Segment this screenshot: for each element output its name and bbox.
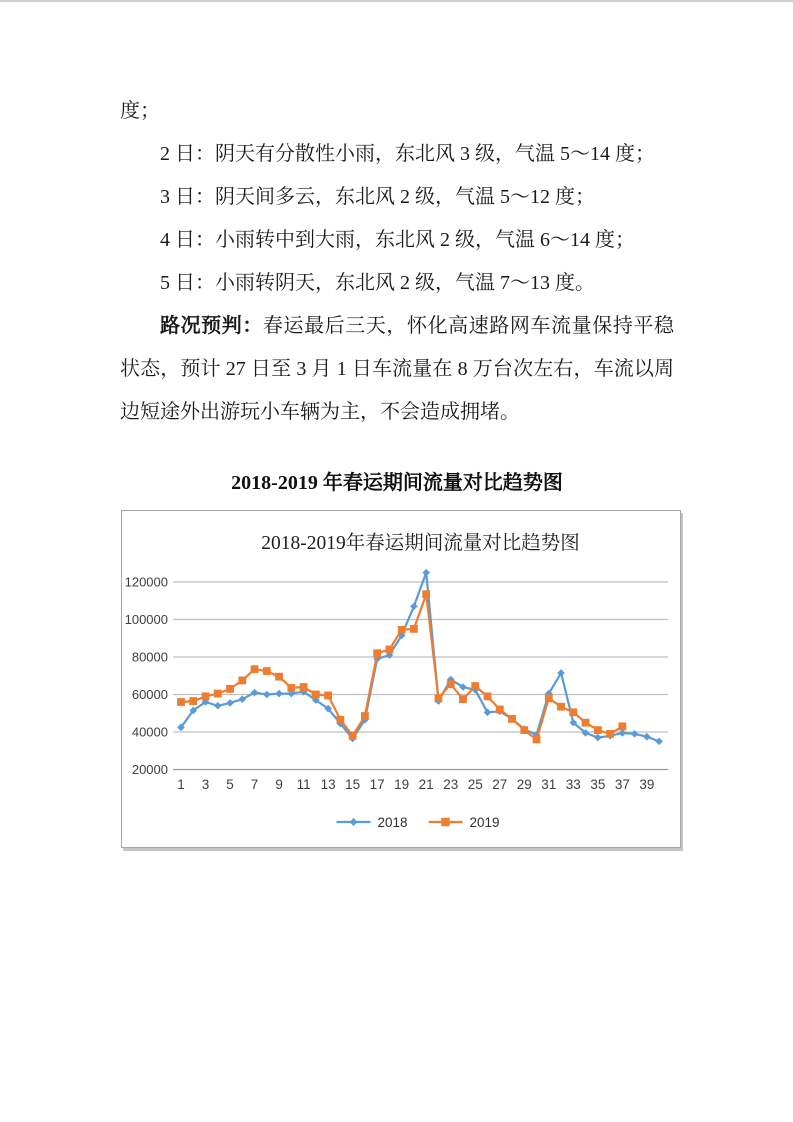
chart-svg: [122, 511, 680, 847]
series-2019-marker: [459, 695, 467, 703]
series-2019-marker: [177, 698, 185, 706]
x-axis-tick-label: 3: [201, 777, 210, 792]
body-text-block: [120, 90, 674, 434]
series-2019-marker: [226, 685, 234, 693]
series-2019-marker: [557, 703, 565, 711]
series-2018-marker: [226, 699, 234, 707]
y-axis-tick-label: 100000: [124, 612, 168, 627]
series-2019-marker: [484, 692, 492, 700]
series-2018-marker: [631, 730, 639, 738]
x-axis-tick-label: 35: [590, 777, 606, 792]
series-2019-marker: [336, 716, 344, 724]
series-2019-marker: [606, 730, 614, 738]
x-axis-tick-label: 29: [516, 777, 532, 792]
series-2019-marker: [263, 667, 271, 675]
forecast-text: 春运最后三天，怀化高速路网车流量保持平稳状态，预计 27 日至 3 月 1 日车流量在 8 万台次左右，车流以周边短途外出游玩小车辆为主，不会造成拥堵。: [120, 315, 675, 423]
series-2019-marker: [435, 694, 443, 702]
weather-line-day4: 4 日：小雨转中到大雨，东北风 2 级，气温 6～14 度；: [160, 229, 635, 251]
series-2019-marker: [386, 646, 394, 654]
series-2018-marker: [422, 569, 430, 577]
chart-title: 2018-2019年春运期间流量对比趋势图: [261, 533, 580, 554]
x-axis-tick-label: 17: [369, 777, 385, 792]
series-2018-marker: [643, 733, 651, 741]
weather-line-day3: 3 日：阴天间多云，东北风 2 级，气温 5～12 度；: [160, 186, 595, 208]
x-axis-tick-label: 5: [226, 777, 234, 792]
series-2018-marker: [655, 738, 663, 746]
y-axis-tick-label: 60000: [131, 687, 168, 702]
series-2018-marker: [410, 603, 418, 611]
series-2018-marker: [594, 734, 602, 742]
series-2019-line: [181, 594, 622, 739]
x-axis-tick-label: 7: [250, 777, 259, 792]
x-axis-tick-label: 11: [296, 777, 311, 792]
series-2019-marker: [594, 726, 602, 734]
series-2019-marker: [287, 684, 295, 692]
series-2019-marker: [569, 708, 577, 716]
series-2019-marker: [496, 706, 504, 714]
series-2019-marker: [202, 692, 210, 700]
series-2019-marker: [238, 677, 246, 685]
weather-line-day2: 2 日：阴天有分散性小雨，东北风 3 级，气温 5～14 度；: [160, 143, 655, 165]
series-2019-marker: [189, 697, 197, 705]
hanging-paragraph-line: 度；: [120, 100, 160, 122]
series-2019-marker: [410, 625, 418, 633]
series-2019-marker: [300, 683, 308, 691]
series-2019-marker: [251, 665, 259, 673]
x-axis-tick-label: 25: [467, 777, 483, 792]
y-axis-tick-label: 40000: [131, 724, 168, 740]
series-2019-marker: [471, 682, 479, 690]
series-2019-marker: [398, 626, 406, 634]
x-axis-tick-label: 37: [614, 777, 630, 792]
legend-marker-2018: [350, 818, 358, 826]
series-2019-marker: [324, 692, 332, 700]
x-axis-tick-label: 27: [492, 777, 508, 792]
series-2019-marker: [520, 726, 528, 734]
x-axis-tick-label: 39: [639, 777, 655, 792]
series-2019-marker: [582, 719, 590, 727]
y-axis-tick-label: 80000: [131, 649, 168, 665]
x-axis-tick-label: 19: [394, 777, 410, 792]
series-2019-marker: [214, 690, 222, 698]
scan-edge-artifact: [0, 0, 793, 2]
y-axis-tick-label: 120000: [124, 574, 168, 590]
series-2019-marker: [533, 736, 541, 744]
series-2019-marker: [447, 680, 455, 688]
series-2019-marker: [312, 691, 320, 699]
series-2019-marker: [422, 590, 430, 598]
legend-label-2019: 2019: [469, 815, 500, 830]
series-2018-marker: [263, 691, 271, 699]
series-2019-marker: [275, 673, 283, 681]
x-axis-tick-label: 23: [443, 777, 459, 792]
series-2019-marker: [508, 715, 516, 723]
chart-container: [121, 510, 681, 848]
figure-caption: 2018-2019 年春运期间流量对比趋势图: [231, 472, 563, 494]
series-2018-marker: [214, 702, 222, 710]
x-axis-tick-label: 1: [177, 777, 185, 792]
series-2019-marker: [618, 722, 626, 730]
x-axis-tick-label: 9: [275, 777, 283, 792]
weather-line-day5: 5 日：小雨转阴天，东北风 2 级，气温 7～13 度。: [160, 272, 595, 294]
series-2018-marker: [619, 729, 627, 737]
x-axis-tick-label: 15: [345, 777, 361, 792]
series-2018-marker: [275, 690, 283, 698]
x-axis-tick-label: 13: [320, 777, 336, 792]
x-axis-tick-label: 21: [418, 777, 434, 792]
y-axis-tick-label: 20000: [131, 762, 168, 777]
series-2019-marker: [361, 712, 369, 720]
forecast-paragraph: [120, 305, 674, 434]
x-axis-tick-label: 31: [541, 777, 557, 792]
legend-label-2018: 2018: [377, 815, 408, 830]
series-2019-marker: [373, 649, 381, 657]
series-2019-marker: [545, 694, 553, 702]
x-axis-tick-label: 33: [565, 777, 581, 792]
legend-marker-2019: [441, 818, 449, 826]
forecast-label: 路况预判：: [160, 315, 263, 337]
series-2019-marker: [349, 732, 357, 740]
